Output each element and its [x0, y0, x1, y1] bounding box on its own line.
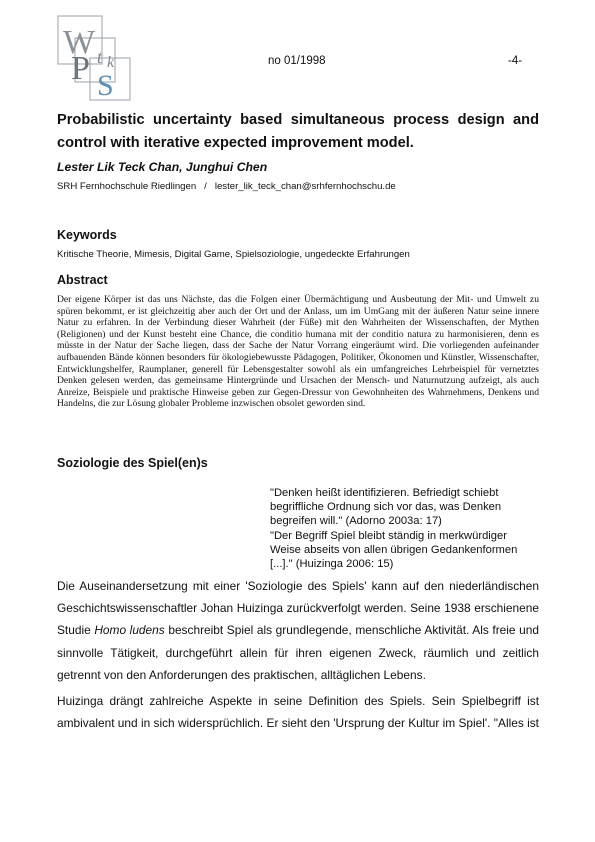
book-title-homo-ludens: Homo ludens — [94, 623, 165, 638]
svg-text:W: W — [63, 24, 96, 61]
page-number: -4- — [508, 55, 523, 67]
svg-text:P: P — [71, 50, 90, 87]
body-paragraph-2: Huizinga drängt zahlreiche Aspekte in seine Definition des Spiels. Sein Spielbegriff ist ambivalent und in sich widersprüchlich. Er sieht den 'Ursprung der Kultur im Spiel'. "Alles ist — [57, 694, 539, 731]
svg-text:S: S — [97, 69, 114, 102]
abstract-heading: Abstract — [57, 273, 108, 287]
epigraph-quote-huizinga: "Der Begriff Spiel bleibt ständig in merkwürdiger Weise abseits von allen übrigen Gedankenformen [...]." (Huizinga 2006: 15) — [270, 529, 518, 571]
epigraph — [270, 486, 540, 571]
paper-title: Probabilistic uncertainty based simultaneous process design and control with iterative expected improvement model. — [57, 112, 539, 151]
body-paragraph-1-part-a: Die Auseinandersetzung mit einer 'Soziologie des Spiels' kann auf den niederländischen Geschichtswissenschaftler Johan Huizinga zurückverfolgt werden. Seine 1938 erschienene Studie — [57, 579, 539, 638]
section-heading: Soziologie des Spiel(en)s — [57, 456, 208, 470]
issue-number: no 01/1998 — [268, 55, 326, 67]
abstract-text: Der eigene Körper ist das uns Nächste, das die Folgen einer Übermächtigung und Ausbeutung der Mit- und Umwelt zu spüren bekommt, er ist gleichzeitig aber auch der Ort und der Anlass, um im UmGang mit der äußeren Natur seine innere Natur zu erfahren. In der Verbindung dieser Wahrheit (der Füße) mit den Wahrheiten der Wissenschaften, der Mythen (Religionen) und der Kunst besteht eine Chance, die conditio humana mit der conditio natura zu harmonisieren, denn es müsste in der Natur der Sache liegen, dass der Sache der Natur Vorrang eingeräumt wird. Die vorliegenden aufeinander aufbauenden Bände können besonders für ökologiebewusste Pädagogen, Politiker, Ökonomen und Künstler, Wissenschafter, Entwicklungshelfer, Raumplaner, generell für Lebensgestalter sowohl als ein umfangreiches Lehrbeispiel für vernetztes Denken gelesen werden, das gemeinsame Hintergründe und Ursachen der Mensch- und Naturnutzung aufzeigt, als auch Anreize, Beispiele und praktische Hinweise geben zur Gegen-Dressur von Gewohnheiten des Wahrnehmens, Denkens und Handelns, die zur Lösung globaler Probleme inzwischen obsolet geworden sind. — [57, 294, 539, 410]
svg-text:k: k — [107, 54, 115, 71]
journal-logo — [55, 13, 135, 103]
keywords-heading: Keywords — [57, 228, 117, 242]
body-paragraph-1-part-b: beschreibt Spiel als grundlegende, menschliche Aktivität. Als freie und sinnvolle Tätigkeit, durchgeführt allein für ihren eigenen Zweck, räumlich und zeitlich getrennt von den Anforderungen des praktischen, alltäglichen Lebens. — [57, 623, 539, 682]
affiliation: SRH Fernhochschule Riedlingen / lester_lik_teck_chan@srhfernhochschu.de — [57, 181, 396, 192]
epigraph-quote-adorno: "Denken heißt identifizieren. Befriedigt schiebt begriffliche Ordnung sich vor das, was Denken begreifen will." (Adorno 2003a: 17) — [270, 487, 502, 528]
keywords-text: Kritische Theorie, Mimesis, Digital Game, Spielsoziologie, ungedeckte Erfahrungen — [57, 249, 410, 260]
svg-text:t: t — [97, 47, 103, 67]
body-paragraph-1 — [57, 575, 539, 686]
authors: Lester Lik Teck Chan, Junghui Chen — [57, 160, 268, 174]
